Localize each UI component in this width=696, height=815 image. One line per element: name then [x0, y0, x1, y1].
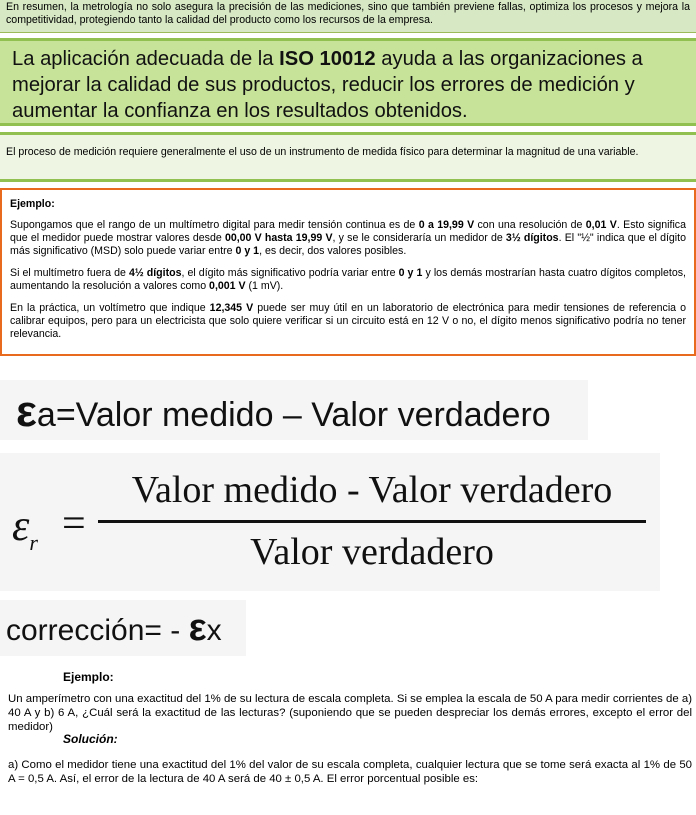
- text-run: , es decir, dos valores posibles.: [259, 245, 407, 257]
- fraction-bar: [98, 520, 646, 523]
- example-paragraph-2: [10, 267, 686, 293]
- emphasis-text: 0 y 1: [235, 245, 260, 257]
- text-run: , el dígito más significativo podría variar entre: [181, 267, 399, 279]
- example-box: [0, 188, 696, 356]
- correction-formula: [6, 608, 222, 651]
- absolute-error-expression: =Valor medido – Valor verdadero: [55, 396, 551, 434]
- example-2-text: Un amperímetro con una exactitud del 1% de su lectura de escala completa. Si se emplea la escala de 50 A para medir corrientes de a) 40 A y b) 6 A, ¿Cuál será la exactitud de las lecturas? (suponiendo que se pueden despreciar los demás errores, excepto el error del medidor): [8, 693, 692, 733]
- emphasis-text: 3½ dígitos: [505, 232, 559, 244]
- emphasis-text: 0,001 V: [209, 280, 246, 292]
- example-paragraph-1: [10, 219, 686, 258]
- relative-error-symbol: [12, 500, 38, 556]
- text-run: y los demás mostrarían hasta cuatro dígitos completos, aumentando la resolución a valores como: [10, 267, 686, 292]
- correction-subscript: x: [206, 614, 222, 647]
- relative-error-subscript: r: [29, 529, 38, 555]
- absolute-error-subscript: a: [36, 396, 56, 434]
- text-run: Si el multímetro fuera de: [10, 267, 129, 279]
- emphasis-text: 0,01 V: [585, 219, 617, 231]
- summary-text: En resumen, la metrología no solo asegura la precisión de las mediciones, sino que también previene fallas, optimiza los procesos y mejora la competitividad, protegiendo tanto la calidad del producto como los recursos de la empresa.: [6, 1, 690, 26]
- emphasis-text: 00,00 V hasta 19,99 V: [224, 232, 333, 244]
- solution-text: a) Como el medidor tiene una exactitud del 1% del valor de su escala completa, cualquier lectura que se tome será exacta al 1% de 50 A = 0,5 A. Así, el error de la lectura de 40 A será de 40 ± 0,5 A. El error porcentual posible es:: [8, 759, 692, 785]
- measurement-text: El proceso de medición requiere generalmente el uso de un instrumento de medida físico para determinar la magnitud de una variable.: [6, 146, 639, 158]
- text-run: . Esto significa que el medidor puede mostrar valores desde: [10, 219, 686, 244]
- text-run: Supongamos que el rango de un multímetro digital para medir tensión continua es de: [10, 219, 419, 231]
- text-run: puede ser muy útil en un laboratorio de electrónica para medir tensiones de referencia o calibrar equipos, pero para un electricista que solo quiere verificar si un circuito está en 12 V o no, el dígito menos significativo podría no tener relevancia.: [10, 302, 686, 340]
- summary-paragraph: [0, 0, 696, 33]
- epsilon-symbol: ε: [188, 607, 207, 649]
- text-run: , y se le consideraría un medidor de: [332, 232, 506, 244]
- equals-sign: =: [62, 501, 86, 547]
- emphasis-text: 4½ dígitos: [128, 267, 182, 279]
- example-paragraph-3: [10, 302, 686, 341]
- emphasis-text: 12,345 V: [209, 302, 254, 314]
- text-run: con una resolución de: [474, 219, 586, 231]
- iso-standard-name: ISO 10012: [279, 48, 376, 70]
- correction-expression: corrección= -: [6, 614, 189, 647]
- iso-text-suffix: ayuda a las organizaciones a mejorar la calidad de sus productos, reducir los errores de medición y aumentar la confianza en los resultados obtenidos.: [12, 48, 643, 122]
- example-2-title: Ejemplo:: [63, 670, 114, 684]
- epsilon-symbol: ε: [12, 501, 30, 550]
- fraction-numerator: Valor medido - Valor verdadero: [131, 469, 613, 511]
- emphasis-text: 0 a 19,99 V: [418, 219, 475, 231]
- measurement-paragraph: [0, 132, 696, 182]
- text-run: (1 mV).: [245, 280, 284, 292]
- absolute-error-formula: [16, 387, 551, 436]
- example-title: Ejemplo:: [10, 198, 55, 210]
- fraction-denominator: Valor verdadero: [250, 531, 494, 573]
- iso-text-prefix: La aplicación adecuada de la: [12, 48, 280, 70]
- text-run: En la práctica, un voltímetro que indique: [10, 302, 210, 314]
- epsilon-symbol: ε: [16, 387, 37, 436]
- solution-title: Solución:: [63, 732, 118, 746]
- emphasis-text: 0 y 1: [398, 267, 423, 279]
- text-run: . El "½" indica que el dígito más significativo (MSD) solo puede variar entre: [10, 232, 686, 257]
- iso-callout: [0, 38, 696, 126]
